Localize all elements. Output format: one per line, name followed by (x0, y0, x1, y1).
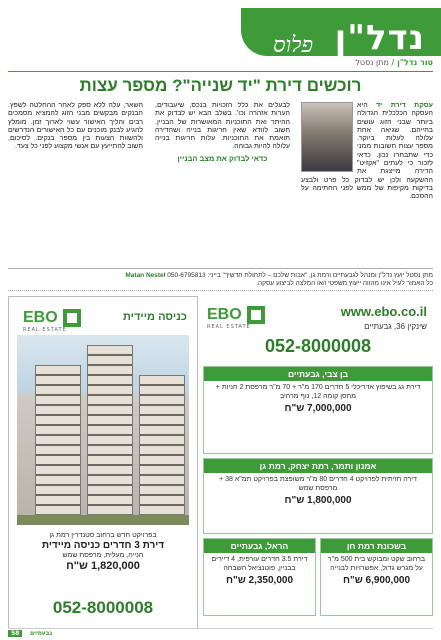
column-2-text: לבעלים את כלל הזכויות בנכס, שיעבודים, הערות אזהרה וכו'. בשלב הבא יש לבדוק את ההיתר ואת התוכניות המאושרות של הבניין. חשוב לוודא שאין חריגות בנייה ושהדירה תואמת את התוכניות. עלות חריגות בנייה עלולה להיות גבוהה. (155, 102, 290, 151)
listing-description: דירת 3.5 חדרים עורפית, 4 דיירים בבניין, פוטנציאל השבחה (211, 556, 308, 572)
ad-line-1: בפרויקט חדש ברחוב סטנדרין רמת גן (49, 532, 157, 539)
pull-quote: כדאי לבדוק את מצב הבניין (177, 153, 268, 163)
contact-name: Matan Nestel (125, 272, 166, 279)
listing-price: 6,900,000 ש"ח (342, 575, 411, 586)
page-footer (8, 628, 433, 636)
building-ground (17, 515, 189, 525)
listing-price: 1,800,000 ש"ח (284, 495, 352, 506)
ad-phone: 052-8000008 (52, 598, 154, 617)
listing-title: אמנון ותמר, רמת יצחק, רמת גן (204, 459, 432, 473)
ebo-logo-sub: REAL ESTATE (207, 323, 251, 330)
office-phone: 052-8000008 (264, 336, 372, 356)
article-body (8, 102, 433, 267)
listing-price: 7,000,000 ש"ח (284, 403, 352, 414)
divider (8, 290, 433, 291)
listing-card (320, 538, 433, 616)
ebo-logo (207, 304, 265, 330)
building-tower (87, 345, 133, 515)
magazine-name: גבעתיים (30, 630, 53, 637)
column-1-text: היא העסקה הכלכלית הגדולה ביותר שבני הזוג עושים בחייהם. שגיאה אחת עלולה לעלות ביוקר. מספר עצות חשובות ממני כדי שתבחרו נכון. כדאי לזכור כי לעתים "אקזיט" הדירה מייצגת את ההשקעה ולכן יש לבדוק כל פרט ולבצע בדיקות מקיפות של ממש לפני החתימה על ההסכם. (301, 102, 433, 201)
website-link[interactable]: www.ebo.co.il (340, 304, 427, 319)
byline (8, 58, 433, 72)
contact-text: מתן נסטל יועץ נדל"ן ומנהל לגבעתיים ורמת גן, "אבות שלכם – לתחולת חדשיך" בייני: (207, 272, 433, 279)
listings-header (203, 296, 433, 360)
featured-ad (8, 296, 198, 629)
masthead-plus: פלוס (273, 33, 313, 58)
ebo-logo-sub: REAL ESTATE (23, 326, 67, 333)
building-tower (139, 375, 185, 515)
ebo-logo-icon (63, 309, 81, 327)
ad-tag: כניסה מיידית (122, 311, 187, 323)
listing-title: הראל, גבעתיים (204, 539, 315, 553)
lead-phrase: עסקת דירת יד (376, 102, 433, 109)
listing-card (203, 458, 433, 534)
ebo-logo-icon (247, 306, 265, 324)
masthead-banner (241, 8, 441, 56)
listing-description: דירה חזיתית לפרויקט 4 חדרים 80 מ"ר משופצת בפרויקט תמ"א 38 + מרפסת שמש (219, 476, 417, 492)
ebo-logo-text: EBO (207, 305, 242, 323)
disclaimer: כל האמור לעיל אינו מהווה ייעוץ משפטי ו/או המלצה לביצוע עסקה. (256, 280, 433, 287)
listings-ad (203, 296, 433, 629)
listing-card (203, 538, 316, 616)
column-3-text: השאר, עלה ללא ספק לאחר ההחלטה לשפץ. הבנקים מבקשים מבני הזוג להמציא מסמכים רבים והליך האישור עשוי לארוך זמן. מומלץ להגיע לבנק מוכנים עם כל האישורים הנדרשים ולהשוות הצעות בין מספר בנקים. לסיכום, חשוב להתייעץ עם אנשי מקצוע לפני כל צעד. (8, 102, 143, 151)
masthead-title: נדל"ן (334, 18, 425, 58)
office-address: שינקין 36, גבעתיים (364, 322, 427, 331)
contact-phone: 050-6795813 (167, 272, 206, 279)
ebo-logo-text: EBO (23, 308, 58, 326)
page-number: 58 (8, 630, 22, 637)
listing-price: 2,350,000 ש"ח (225, 575, 294, 586)
ad-line-2: חנייה, מעלית, מרפסת שמש (62, 552, 144, 559)
column-name: טור נדל"ן / (391, 58, 433, 67)
ad-price: 1,820,000 ש"ח (66, 560, 140, 572)
building-tower (35, 365, 81, 515)
listing-description: דירת גג בשיפוץ אדריכלי 5 חדרים 170 מ"ר + 70 מ"ר מרפסת 2 חניות + מחסן קומה 12, נוף מרהיב (215, 384, 421, 400)
listing-title: בן צבי, גבעתיים (204, 367, 432, 381)
article-column-2 (155, 102, 290, 267)
author-photo (301, 102, 353, 172)
listing-title: בשכונת רמת חן (321, 539, 432, 553)
article-headline: רוכשים דירת "יד שנייה"? מספר עצות (79, 76, 362, 95)
ad-title: דירת 3 חדרים כניסה מיידית (41, 540, 165, 551)
listing-card (203, 366, 433, 454)
building-image (17, 335, 189, 525)
contact-bar (8, 268, 433, 288)
ad-caption (15, 531, 191, 571)
masthead (0, 0, 441, 66)
ebo-logo (23, 307, 81, 333)
author-name: מתן נסטל (355, 58, 389, 67)
article-column-1 (301, 102, 433, 267)
listing-description: ברחוב שקט ומבוקש בית 500 מ"ר על מגרש גדול, אפשרויות לבנייה (327, 556, 426, 572)
article-column-3 (8, 102, 143, 267)
